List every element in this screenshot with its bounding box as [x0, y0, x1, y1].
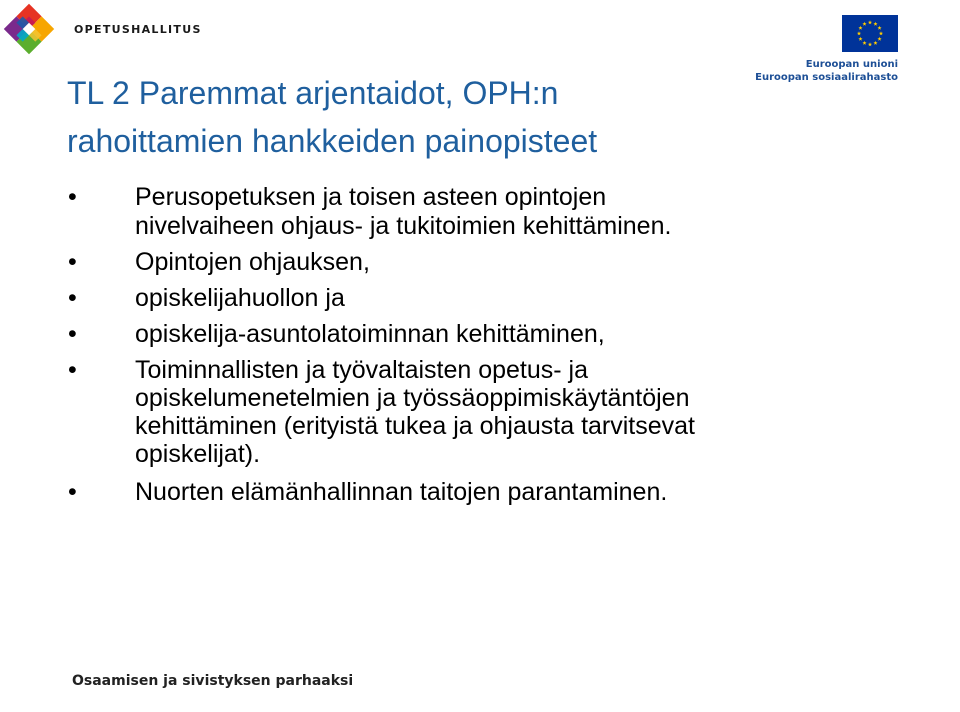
title-line-2: rahoittamien hankkeiden painopisteet [67, 123, 598, 159]
bullet-line: • opiskelijahuollon ja [135, 284, 345, 312]
eu-funding-label [755, 58, 898, 84]
bullet-line: • Opintojen ohjauksen, [135, 248, 370, 276]
eu-line-2: Euroopan sosiaalirahasto [755, 72, 898, 83]
bullet-line: nivelvaiheen ohjaus- ja tukitoimien kehittäminen. [135, 212, 672, 240]
bullet-item [67, 320, 907, 349]
bullet-line: • Perusopetuksen ja toisen asteen opintojen [135, 183, 607, 211]
eu-flag-icon [842, 15, 898, 52]
page-title [67, 69, 597, 165]
bullet-line: • Nuorten elämänhallinnan taitojen parantaminen. [135, 478, 668, 506]
bullet-line: • opiskelija-asuntolatoiminnan kehittäminen, [135, 320, 605, 348]
bullet-item [67, 478, 907, 507]
bullet-item [67, 356, 907, 468]
bullet-line: • Toiminnallisten ja työvaltaisten opetus- ja [135, 356, 589, 384]
bullet-line: opiskelijat). [135, 440, 261, 468]
oph-diamond-logo [2, 2, 56, 56]
bullet-line: kehittäminen (erityistä tukea ja ohjausta tarvitsevat [135, 412, 695, 440]
bullet-line: opiskelumenetelmien ja työssäoppimiskäytäntöjen [135, 384, 690, 412]
title-line-1: TL 2 Paremmat arjentaidot, OPH:n [67, 75, 559, 111]
bullet-item [67, 284, 907, 313]
footer-slogan: Osaamisen ja sivistyksen parhaaksi [72, 673, 354, 689]
org-name: OPETUSHALLITUS [74, 23, 202, 36]
bullet-list [67, 183, 907, 507]
bullet-item [67, 183, 907, 241]
eu-line-1: Euroopan unioni [805, 59, 898, 70]
bullet-item [67, 248, 907, 277]
